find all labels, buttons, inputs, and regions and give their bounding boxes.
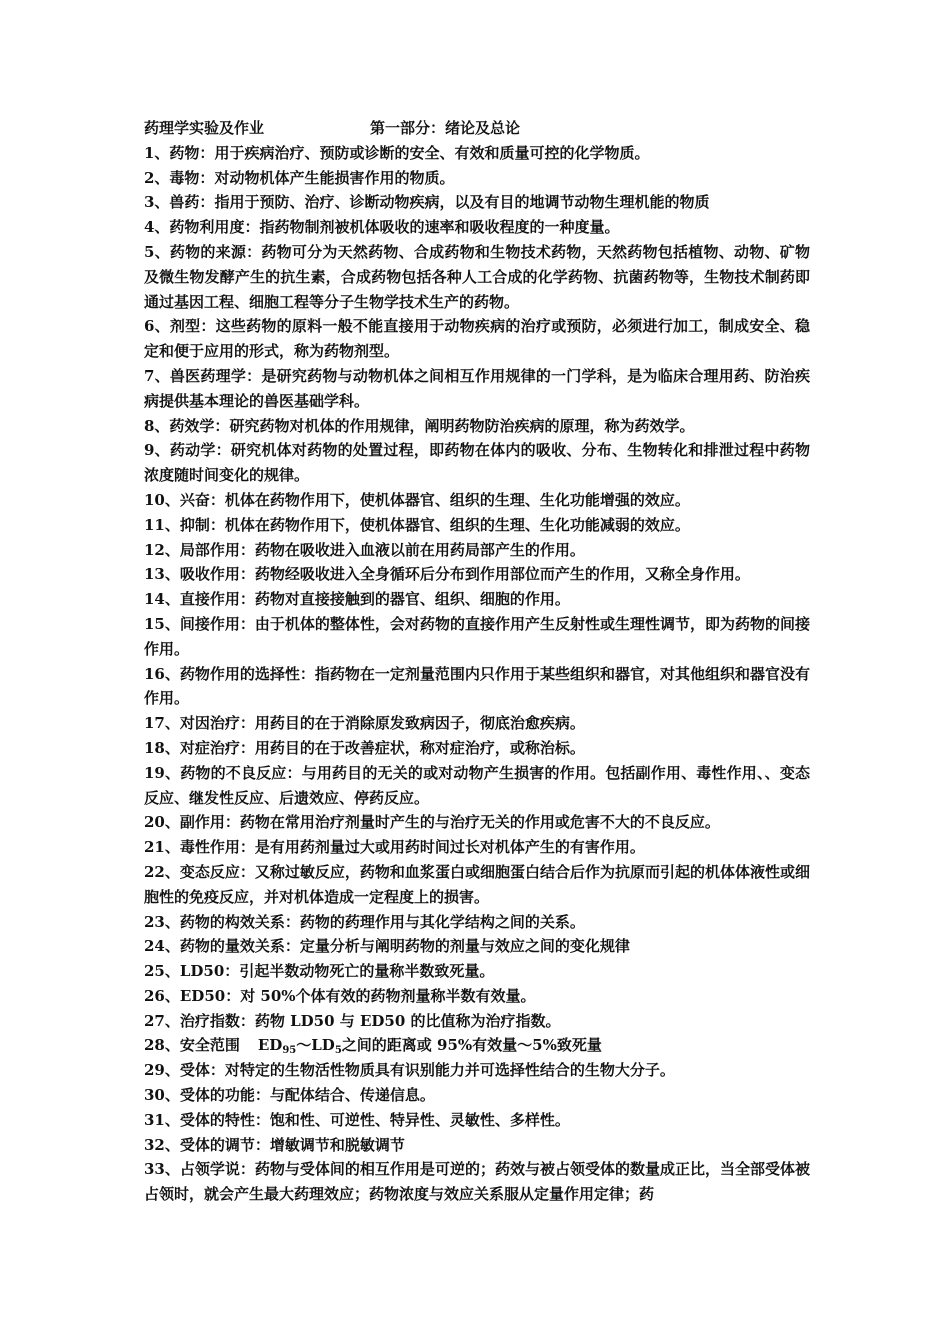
definition-item [144, 810, 810, 835]
definition-item [144, 1108, 810, 1133]
definition-item [144, 364, 810, 414]
definition-label: 30、受体的功能： [144, 1086, 270, 1105]
definition-item [144, 1133, 810, 1158]
definition-text: 用于疾病治疗、预防或诊断的安全、有效和质量可控的化学物质。 [214, 143, 650, 162]
definition-item [144, 761, 810, 811]
definition-item [144, 438, 810, 488]
definition-item [144, 736, 810, 761]
definition-label: 22、变态反应： [144, 862, 255, 881]
document-page [144, 116, 810, 1207]
definition-text: 用药目的在于消除原发致病因子，彻底治愈疾病。 [254, 714, 585, 733]
definition-text: 指用于预防、治疗、诊断动物疾病，以及有目的地调节动物生理机能的物质 [214, 193, 710, 212]
definition-label: 5、药物的来源： [144, 242, 262, 261]
definition-label: 26、ED50： [144, 986, 241, 1005]
definition-text: 指药物制剂被机体吸收的速率和吸收程度的一种度量。 [259, 218, 620, 237]
definition-text: 研究机体对药物的处置过程，即药物在体内的吸收、分布、生物转化和排泄过程中药物浓度随时间变化的规律。 [144, 441, 810, 485]
definition-item-28 [144, 1033, 810, 1058]
definition-text: 是研究药物与动物机体之间相互作用规律的一门学科，是为临床合理用药、防治疾病提供基本理论的兽医基础学科。 [144, 366, 810, 410]
definition-item [144, 414, 810, 439]
definition-label: 8、药效学： [144, 416, 230, 435]
definition-item [144, 587, 810, 612]
definition-text: 饱和性、可逆性、特异性、灵敏性、多样性。 [269, 1110, 570, 1129]
definition-item [144, 711, 810, 736]
definition-item [144, 984, 810, 1009]
definition-label: 23、药物的构效关系： [144, 912, 300, 931]
definition-text: 药物在吸收进入血液以前在用药局部产生的作用。 [254, 540, 585, 559]
definition-item [144, 190, 810, 215]
definition-text: 与配体结合、传递信息。 [269, 1086, 435, 1105]
definition-label: 27、治疗指数： [144, 1011, 255, 1030]
ed-subscript: 95 [282, 1045, 297, 1057]
definition-label: 3、兽药： [144, 193, 215, 212]
definition-item [144, 860, 810, 910]
definition-item [144, 1157, 810, 1207]
definition-label: 1、药物： [144, 143, 215, 162]
definition-text: 引起半数动物死亡的量称半数致死量。 [239, 962, 495, 981]
definition-label: 18、对症治疗： [144, 738, 255, 757]
definition-label: 14、直接作用： [144, 590, 255, 609]
definition-item [144, 538, 810, 563]
definition-text: 又称过敏反应，药物和血浆蛋白或细胞蛋白结合后作为抗原而引起的机体体液性或细胞性的免疫反应，并对机体造成一定程度上的损害。 [144, 862, 811, 906]
definition-item [144, 314, 810, 364]
definition-text: 机体在药物作用下，使机体器官、组织的生理、生化功能增强的效应。 [224, 490, 690, 509]
definition-item [144, 1083, 810, 1108]
definition-text: 由于机体的整体性，会对药物的直接作用产生反射性或生理性调节，即为药物的间接作用。 [144, 614, 811, 658]
definition-label: 31、受体的特性： [144, 1110, 270, 1129]
definition-text: 这些药物的原料一般不能直接用于动物疾病的治疗或预防，必须进行加工，制成安全、稳定和便于应用的形式，称为药物剂型。 [144, 317, 810, 361]
definition-text: 之间的距离或 95%有效量～5%致死量 [341, 1036, 602, 1055]
definition-item [144, 166, 810, 191]
definition-label: 20、副作用： [144, 813, 240, 832]
definition-text: 药物经吸收进入全身循环后分布到作用部位而产生的作用，又称全身作用。 [254, 565, 750, 584]
definition-text: 药物可分为天然药物、合成药物和生物技术药物，天然药物包括植物、动物、矿物及微生物发酵产生的抗生素，合成药物包括各种人工合成的化学药物、抗菌药物等，生物技术制药即通过基因工程、细胞工程等分子生物学技术生产的药物。 [144, 242, 810, 311]
definition-item [144, 215, 810, 240]
definition-item [144, 934, 810, 959]
definition-label: 29、受体： [144, 1061, 225, 1080]
definition-label: 13、吸收作用： [144, 565, 255, 584]
definition-text: 用药目的在于改善症状，称对症治疗，或称治标。 [254, 738, 585, 757]
definition-text: 是有用药剂量过大或用药时间过长对机体产生的有害作用。 [254, 838, 645, 857]
definition-text: 药物 LD50 与 ED50 的比值称为治疗指数。 [254, 1011, 561, 1030]
definition-list-b [144, 1058, 810, 1207]
definition-label: 21、毒性作用： [144, 838, 255, 857]
definition-item [144, 910, 810, 935]
definition-item [144, 513, 810, 538]
definition-label: 9、药动学： [144, 441, 231, 460]
definition-label: 6、剂型： [144, 317, 216, 336]
ld-subscript: 5 [334, 1045, 342, 1057]
definition-label: 19、药物的不良反应： [144, 763, 302, 782]
definition-item [144, 488, 810, 513]
definition-label: 7、兽医药理学： [144, 366, 262, 385]
definition-label: 24、药物的量效关系： [144, 937, 300, 956]
definition-label: 25、LD50： [144, 962, 240, 981]
definition-text: 与用药目的无关的或对动物产生损害的作用。包括副作用、毒性作用、、变态反应、继发性反应、后遗效应、停药反应。 [144, 763, 810, 807]
definition-text: 机体在药物作用下，使机体器官、组织的生理、生化功能减弱的效应。 [224, 515, 690, 534]
definition-label: 33、占领学说： [144, 1160, 255, 1179]
definition-label: 28、安全范围 [144, 1036, 240, 1055]
definition-item [144, 141, 810, 166]
ed-text: ED [257, 1036, 283, 1055]
definition-label: 10、兴奋： [144, 490, 225, 509]
definition-label: 11、抑制： [144, 515, 225, 534]
definition-label: 2、毒物： [144, 168, 215, 187]
definition-text: 药物与受体间的相互作用是可逆的；药效与被占领受体的数量成正比，当全部受体被占领时，就会产生最大药理效应；药物浓度与效应关系服从定量作用定律；药 [144, 1160, 811, 1204]
definition-text: 药物的药理作用与其化学结构之间的关系。 [299, 912, 585, 931]
definition-text: 对动物机体产生能损害作用的物质。 [214, 168, 455, 187]
definition-text: 定量分析与阐明药物的剂量与效应之间的变化规律 [299, 937, 630, 956]
definition-list-a [144, 141, 810, 1034]
definition-label: 15、间接作用： [144, 614, 255, 633]
definition-item [144, 1009, 810, 1034]
definition-text: 对 50%个体有效的药物剂量称半数有效量。 [240, 986, 536, 1005]
definition-label: 32、受体的调节： [144, 1135, 270, 1154]
tilde-ld-text: ～LD [296, 1036, 335, 1055]
definition-text: 药物在常用治疗剂量时产生的与治疗无关的作用或危害不大的不良反应。 [239, 813, 720, 832]
definition-label: 4、药物利用度： [144, 218, 260, 237]
definition-text: 药物对直接接触到的器官、组织、细胞的作用。 [254, 590, 570, 609]
definition-label: 17、对因治疗： [144, 714, 255, 733]
definition-text: 增敏调节和脱敏调节 [269, 1135, 405, 1154]
definition-item [144, 1058, 810, 1083]
definition-label: 12、局部作用： [144, 540, 255, 559]
definition-label: 16、药物作用的选择性： [144, 664, 315, 683]
definition-item [144, 835, 810, 860]
definition-item [144, 240, 810, 314]
definition-item [144, 612, 810, 662]
definition-text: 指药物在一定剂量范围内只作用于某些组织和器官，对其他组织和器官没有作用。 [144, 664, 810, 708]
definition-item [144, 959, 810, 984]
definition-item [144, 662, 810, 712]
definition-text: 对特定的生物活性物质具有识别能力并可选择性结合的生物大分子。 [224, 1061, 675, 1080]
definition-text: 研究药物对机体的作用规律，阐明药物防治疾病的原理，称为药效学。 [229, 416, 695, 435]
definition-item [144, 562, 810, 587]
document-title: 药理学实验及作业 [144, 119, 265, 137]
document-header [144, 116, 810, 141]
section-title: 第一部分：绪论及总论 [370, 119, 521, 137]
